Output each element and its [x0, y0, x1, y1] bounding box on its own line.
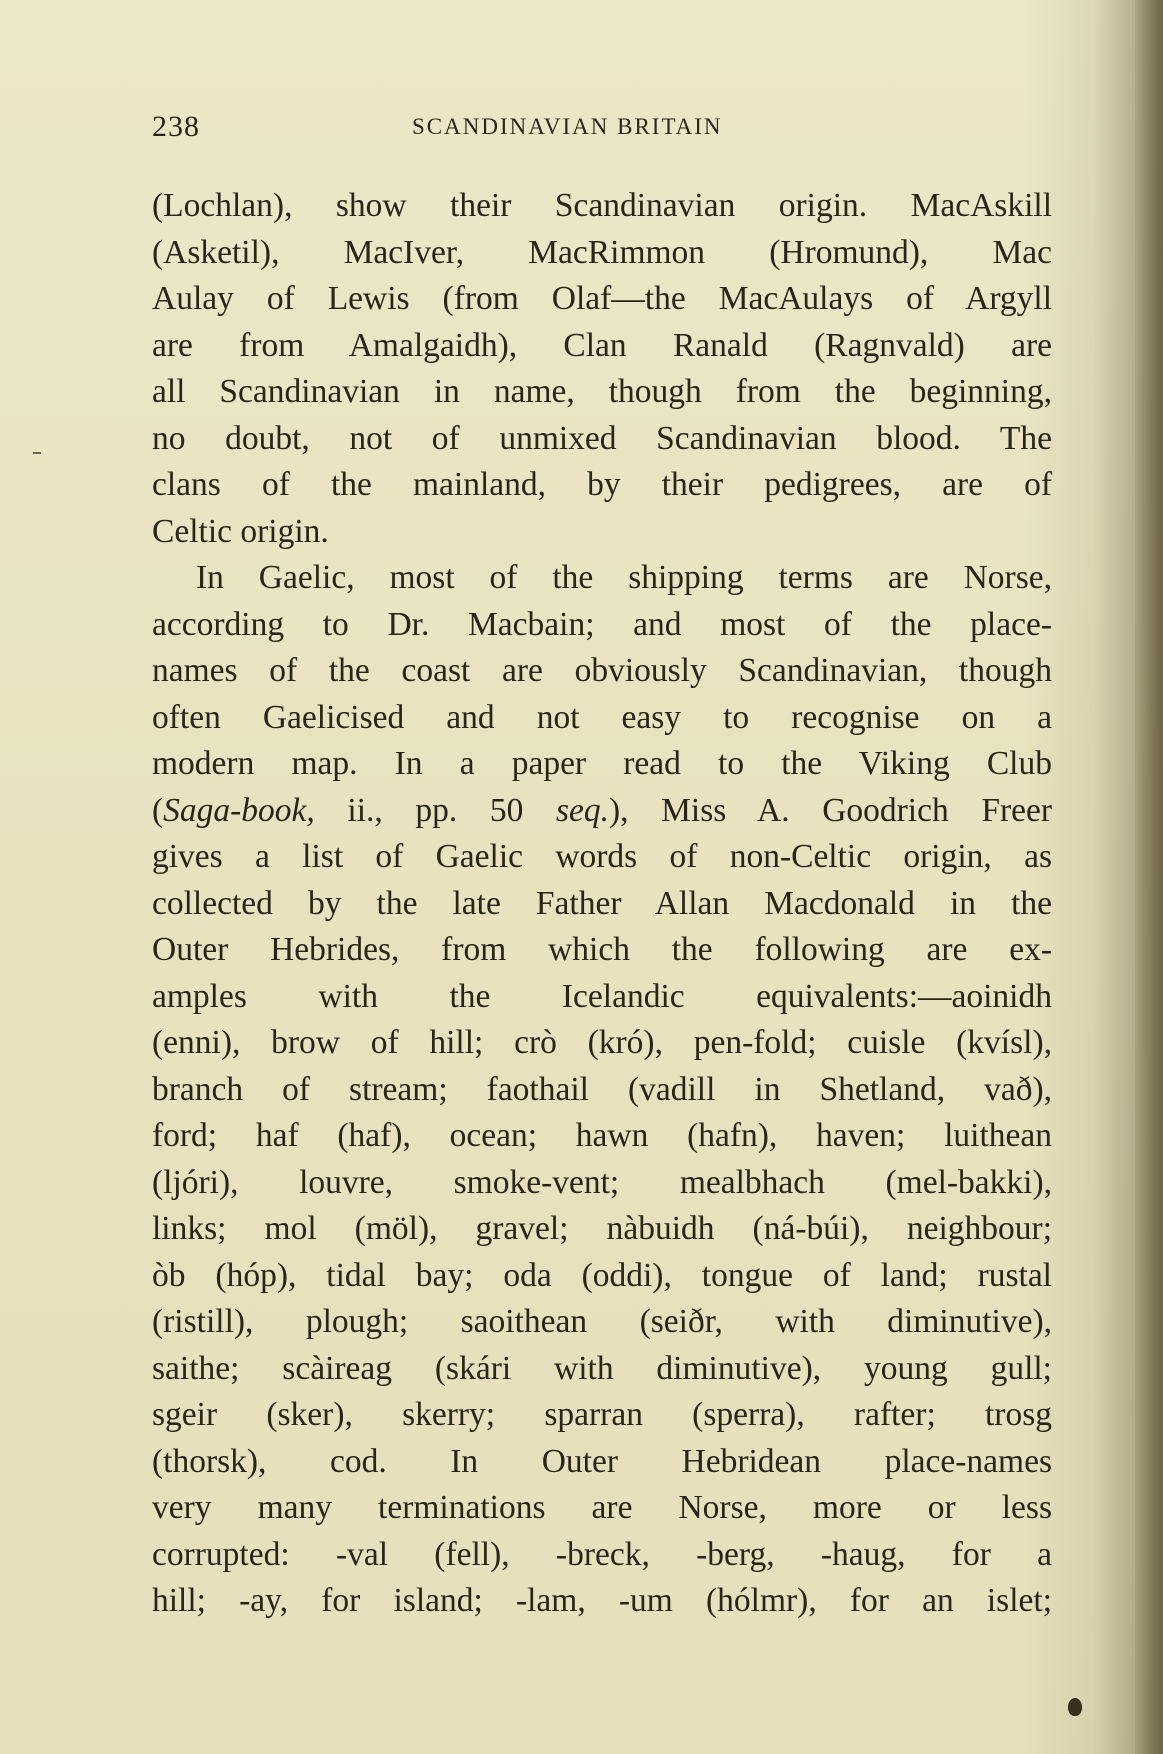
text-line: (Asketil), MacIver, MacRimmon (Hromund), Mac — [152, 233, 1052, 271]
italic-title-saga-book: Saga-book, — [163, 791, 315, 829]
text-line: Celtic origin. — [152, 512, 329, 550]
text-line: Outer Hebrides, from which the following are ex- — [152, 931, 1052, 968]
text-line: collected by the late Father Allan Macdonald in the — [152, 884, 1052, 922]
text-line: (enni), brow of hill; crò (kró), pen-fold; cuisle (kvísl), — [152, 1024, 1052, 1061]
text-line: (ljóri), louvre, smoke-vent; mealbhach (mel-bakki), — [152, 1163, 1052, 1201]
text-line: clans of the mainland, by their pedigrees, are of — [152, 466, 1052, 503]
text-line: òb (hóp), tidal bay; oda (oddi), tongue of land; rustal — [152, 1256, 1052, 1294]
text-line: sgeir (sker), skerry; sparran (sperra), rafter; trosg — [152, 1396, 1052, 1433]
text-line: gives a list of Gaelic words of non-Celtic origin, as — [152, 838, 1052, 875]
text-line: In Gaelic, most of the shipping terms are Norse, — [196, 559, 1052, 596]
ink-blot — [1068, 1698, 1082, 1716]
text-span: ), Miss A. Goodrich Freer — [608, 791, 1052, 829]
text-line: links; mol (möl), gravel; nàbuidh (ná-búi), neighbour; — [152, 1210, 1052, 1247]
page-header — [152, 110, 1052, 150]
text-line: very many terminations are Norse, more or less — [152, 1489, 1052, 1526]
text-line: corrupted: -val (fell), -breck, -berg, -haug, for a — [152, 1535, 1052, 1573]
text-line: (Lochlan), show their Scandinavian origin. MacAskill — [152, 187, 1052, 224]
page-number: 238 — [152, 110, 200, 143]
text-line: saithe; scàireag (skári with diminutive), young gull; — [152, 1349, 1052, 1387]
text-line: names of the coast are obviously Scandinavian, though — [152, 652, 1052, 689]
text-line: modern map. In a paper read to the Viking Club — [152, 745, 1052, 782]
text-span: ( — [152, 791, 164, 829]
text-line: all Scandinavian in name, though from the beginning, — [152, 373, 1052, 410]
text-span: ii., pp. 50 — [314, 791, 556, 829]
body-text — [152, 183, 1052, 1625]
text-line: no doubt, not of unmixed Scandinavian blood. The — [152, 419, 1052, 457]
running-head: SCANDINAVIAN BRITAIN — [412, 114, 723, 139]
page-edge-shadow — [1135, 0, 1163, 1754]
text-line: hill; -ay, for island; -lam, -um (hólmr), for an islet; — [152, 1582, 1052, 1619]
text-line: Aulay of Lewis (from Olaf—the MacAulays of Argyll — [152, 280, 1052, 317]
text-line: according to Dr. Macbain; and most of the place- — [152, 605, 1052, 643]
text-line-with-italics — [152, 788, 1052, 835]
margin-mark — [33, 452, 41, 454]
text-line: ford; haf (haf), ocean; hawn (hafn), haven; luithean — [152, 1117, 1052, 1154]
text-line: (ristill), plough; saoithean (seiðr, with diminutive), — [152, 1303, 1052, 1340]
text-line: amples with the Icelandic equivalents:—aoinidh — [152, 977, 1052, 1015]
text-line: often Gaelicised and not easy to recognise on a — [152, 698, 1052, 736]
text-line: are from Amalgaidh), Clan Ranald (Ragnvald) are — [152, 326, 1052, 364]
text-line: branch of stream; faothail (vadill in Shetland, vað), — [152, 1070, 1052, 1108]
italic-seq: seq. — [555, 791, 609, 829]
text-line: (thorsk), cod. In Outer Hebridean place-names — [152, 1442, 1052, 1480]
